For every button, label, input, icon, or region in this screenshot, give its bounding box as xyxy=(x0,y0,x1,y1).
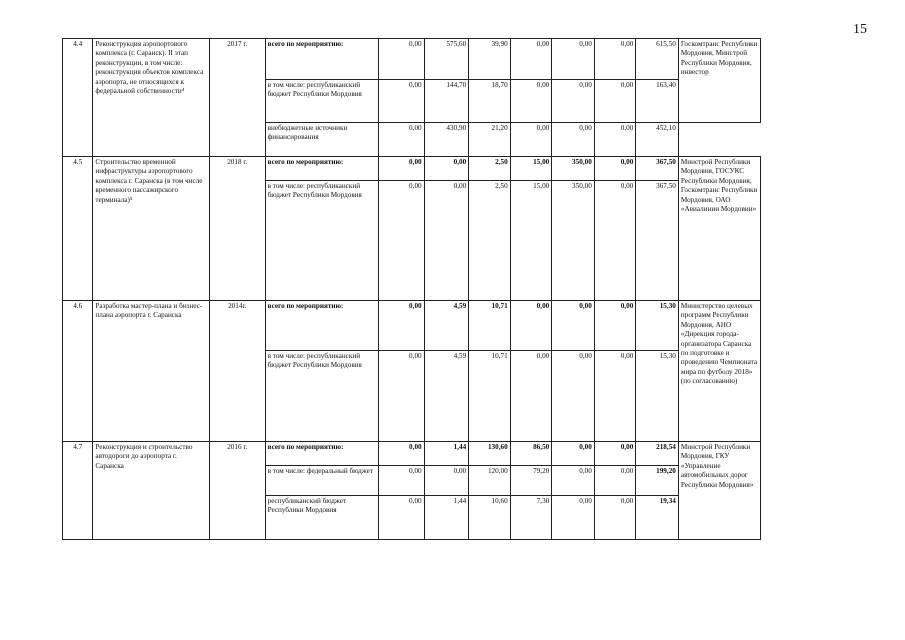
value-cell: 120,00 xyxy=(469,466,511,496)
value-cell: 0,00 xyxy=(379,123,425,157)
responsible-party: Министерство целевых программ Республики Мордовия, АНО «Дирекция города-организатора Саранска по подготовке и проведению Чемпионата мира по футболу 2018» (по согласованию) xyxy=(678,301,760,442)
value-cell: 0,00 xyxy=(510,351,552,442)
funding-source: внебюджетные источники финансирования xyxy=(265,123,378,157)
value-cell: 0,00 xyxy=(552,442,595,466)
responsible-party: Минстрой Республики Мордовия, ГОСУКС Республики Мордовия, Госкомтранс Республики Мордовия, ОАО «Авиалинии Мордовии» xyxy=(678,157,760,301)
value-cell: 0,00 xyxy=(379,442,425,466)
value-cell: 4,59 xyxy=(424,301,469,351)
value-cell: 0,00 xyxy=(424,181,469,301)
value-cell: 0,00 xyxy=(510,39,552,80)
measure-number: 4.6 xyxy=(63,301,93,442)
value-cell: 0,00 xyxy=(594,80,636,123)
value-cell: 15,30 xyxy=(636,351,679,442)
value-cell: 79,20 xyxy=(510,466,552,496)
value-cell: 0,00 xyxy=(594,442,636,466)
value-cell: 0,00 xyxy=(594,351,636,442)
funding-source: всего по мероприятию: xyxy=(265,442,378,466)
value-cell: 0,00 xyxy=(594,496,636,540)
value-cell: 15,00 xyxy=(510,181,552,301)
measure-name: Разработка мастер-плана и бизнес-плана аэропорта г. Саранска xyxy=(93,301,210,442)
value-cell: 0,00 xyxy=(379,466,425,496)
value-cell: 7,30 xyxy=(510,496,552,540)
value-cell: 10,60 xyxy=(469,496,511,540)
value-cell: 0,00 xyxy=(552,123,595,157)
value-cell: 18,70 xyxy=(469,80,511,123)
value-cell: 163,40 xyxy=(636,80,679,123)
value-cell: 0,00 xyxy=(552,39,595,80)
value-cell: 218,54 xyxy=(636,442,679,466)
value-cell: 0,00 xyxy=(552,301,595,351)
measure-year: 2014г. xyxy=(209,301,265,442)
value-cell: 10,71 xyxy=(469,351,511,442)
measure-name: Реконструкция аэропортового комплекса (г. Саранск). II этап реконструкции, в том числе: реконструкция объектов комплекса аэропорта, не относящихся к федеральной собственности⁴ xyxy=(93,39,210,157)
funding-source: в том числе: федеральный бюджет xyxy=(265,466,378,496)
funding-source: в том числе: республиканский бюджет Республики Мордовия xyxy=(265,80,378,123)
measure-number: 4.5 xyxy=(63,157,93,301)
table-row xyxy=(63,157,761,181)
value-cell: 0,00 xyxy=(379,80,425,123)
value-cell: 452,10 xyxy=(636,123,679,157)
value-cell: 2,50 xyxy=(469,181,511,301)
program-measures-table xyxy=(62,38,761,540)
value-cell: 21,20 xyxy=(469,123,511,157)
funding-source: в том числе: республиканский бюджет Республики Мордовия xyxy=(265,181,378,301)
value-cell: 0,00 xyxy=(379,301,425,351)
value-cell: 10,71 xyxy=(469,301,511,351)
value-cell: 367,50 xyxy=(636,181,679,301)
value-cell: 0,00 xyxy=(594,301,636,351)
funding-source: республиканский бюджет Республики Мордовия xyxy=(265,496,378,540)
value-cell: 0,00 xyxy=(424,157,469,181)
measure-year: 2017 г. xyxy=(209,39,265,157)
value-cell: 1,44 xyxy=(424,442,469,466)
funding-source: в том числе: республиканский бюджет Республики Мордовия xyxy=(265,351,378,442)
value-cell: 144,70 xyxy=(424,80,469,123)
value-cell: 350,00 xyxy=(552,181,595,301)
value-cell: 199,20 xyxy=(636,466,679,496)
value-cell: 0,00 xyxy=(379,181,425,301)
measure-name: Строительство временной инфраструктуры аэропортового комплекса г. Саранска (в том числе временного пассажирского терминала)⁵ xyxy=(93,157,210,301)
value-cell: 19,34 xyxy=(636,496,679,540)
measure-name: Реконструкция и строительство автодороги до аэропорта г. Саранска xyxy=(93,442,210,540)
value-cell: 86,50 xyxy=(510,442,552,466)
value-cell: 575,60 xyxy=(424,39,469,80)
value-cell: 615,50 xyxy=(636,39,679,80)
measure-number: 4.4 xyxy=(63,39,93,157)
funding-source: всего по мероприятию: xyxy=(265,157,378,181)
funding-source: всего по мероприятию: xyxy=(265,39,378,80)
value-cell: 350,00 xyxy=(552,157,595,181)
responsible-party: Минстрой Республики Мордовия, ГКУ «Управление автомобильных дорог Республики Мордовия» xyxy=(678,442,760,540)
value-cell: 0,00 xyxy=(379,496,425,540)
value-cell: 0,00 xyxy=(552,351,595,442)
value-cell: 0,00 xyxy=(594,181,636,301)
value-cell: 2,50 xyxy=(469,157,511,181)
value-cell: 0,00 xyxy=(510,301,552,351)
value-cell: 0,00 xyxy=(379,157,425,181)
measure-number: 4.7 xyxy=(63,442,93,540)
value-cell: 39,90 xyxy=(469,39,511,80)
value-cell: 0,00 xyxy=(594,123,636,157)
value-cell: 0,00 xyxy=(379,351,425,442)
value-cell: 367,50 xyxy=(636,157,679,181)
value-cell: 0,00 xyxy=(510,80,552,123)
measure-year: 2016 г. xyxy=(209,442,265,540)
value-cell: 4,59 xyxy=(424,351,469,442)
value-cell: 0,00 xyxy=(594,157,636,181)
value-cell: 0,00 xyxy=(552,496,595,540)
value-cell: 0,00 xyxy=(594,39,636,80)
value-cell: 1,44 xyxy=(424,496,469,540)
value-cell: 0,00 xyxy=(424,466,469,496)
value-cell: 0,00 xyxy=(379,39,425,80)
value-cell: 15,00 xyxy=(510,157,552,181)
value-cell: 0,00 xyxy=(594,466,636,496)
funding-source: всего по мероприятию: xyxy=(265,301,378,351)
table-row xyxy=(63,39,761,80)
measure-year: 2018 г. xyxy=(209,157,265,301)
value-cell: 0,00 xyxy=(510,123,552,157)
value-cell: 0,00 xyxy=(552,80,595,123)
value-cell: 15,30 xyxy=(636,301,679,351)
responsible-party: Госкомтранс Республики Мордовия, Минстрой Республики Мордовия, инвестор xyxy=(678,39,760,123)
value-cell: 130,60 xyxy=(469,442,511,466)
table-row xyxy=(63,442,761,466)
page-number: 15 xyxy=(853,22,867,37)
empty-cell xyxy=(678,123,760,157)
value-cell: 430,90 xyxy=(424,123,469,157)
table-row xyxy=(63,301,761,351)
value-cell: 0,00 xyxy=(552,466,595,496)
